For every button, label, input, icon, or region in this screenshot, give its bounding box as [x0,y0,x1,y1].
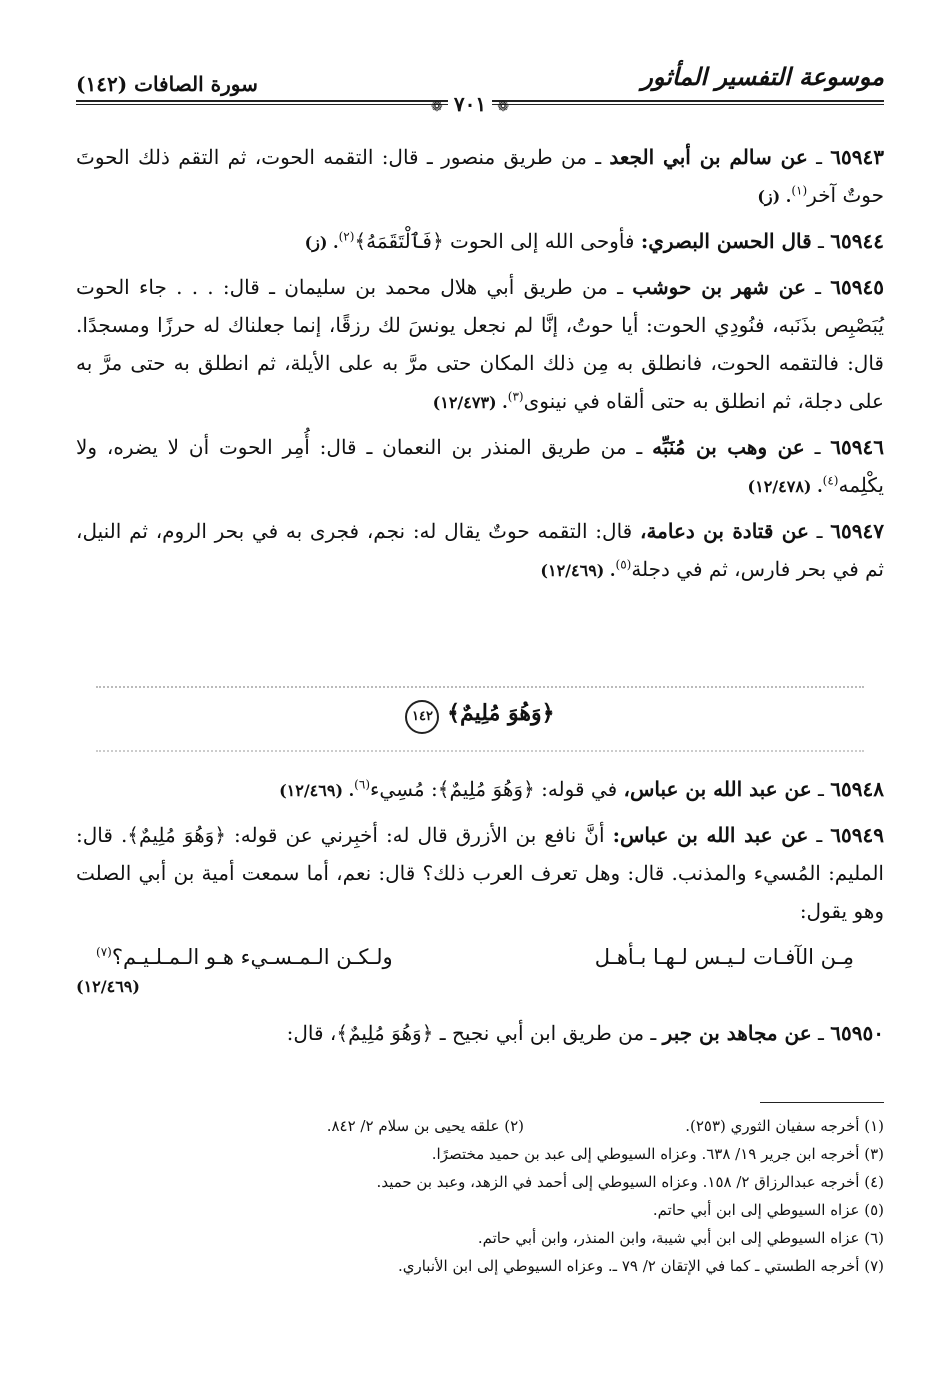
entry-65948: ٦٥٩٤٨ ـ عن عبد الله بن عباس، في قوله: ﴿وَهُوَ مُلِيمٌ﴾: مُسِيء$^{(٦)}$. (١٢/٤٦٩) [279,777,884,801]
ornament-right-icon: ❁ [497,99,509,115]
narrator-name: عن شهر بن حوشب [632,275,806,299]
verse-heading [96,700,864,734]
entry-65945: ٦٥٩٤٥ ـ عن شهر بن حوشب ـ من طريق أبي هلال محمد بن سليمان ـ قال: . . . جاء الحوت يُبَصْبِص بذَنَبه، فنُودِي الحوت: أيا حوتُ، إنَّا لم نجعل يونسَ لك رزقًا، إنما جعلناك له حرزًا ومسجدًا. قال: فالتقمه الحوت، فانطلق به مِن ذلك المكان حتى مرَّ به على الأيلة، ثم انطلق به حتى مرَّ به على دجلة، ثم انطلق به حتى ألقاه في نينوى$^{(٣)}$. (١٢/٤٧٣) [76,275,885,413]
surah-title: سورة الصافات (١٤٢) [76,72,258,96]
narrator-name: عن سالم بن أبي الجعد [609,145,808,169]
narrator-name: عن عبد الله بن عباس، [623,777,812,801]
page-number: ٧٠١ [448,92,492,116]
footnote-rule [760,1102,884,1103]
entry-number: ٦٥٩٤٣ [830,145,884,169]
entry-number: ٦٥٩٥٠ [830,1021,884,1045]
entry-ref: . (١٢/٤٦٩) [540,561,616,580]
entry-text: فأوحى الله إلى الحوت ﴿فَٱلْتَقَمَهُ﴾ [354,229,635,253]
verse-number-icon: ١٤٢ [405,700,439,734]
main-text-bottom [76,770,884,1058]
footnote-1: (١) أخرجه سفيان الثوري (٢٥٣). [685,1117,884,1135]
footnote-marker: (٦) [354,777,370,792]
entry-65943: ٦٥٩٤٣ ـ عن سالم بن أبي الجعد ـ من طريق منصور ـ قال: التقمه الحوت، ثم التقم ذلك الحوتَ حوتٌ آخر$^{(١)}$. (ز) [76,145,884,207]
ornament-left-icon: ❁ [431,99,443,115]
footnote-marker: (٣) [507,389,524,404]
entry-text: في قوله: ﴿وَهُوَ مُلِيمٌ﴾: مُسِيء [370,777,618,801]
poem-hemistich-1: مِـن الآفـات لـيـس لـهـا بـأهـل [594,945,854,969]
footnote-4: (٤) أخرجه عبدالرزاق ٢/ ١٥٨. وعزاه السيوطي إلى أحمد في الزهد، وعبد بن حميد. [376,1173,884,1191]
entry-number: ٦٥٩٤٦ [830,435,885,459]
entry-text: ـ من طريق أبي هلال محمد بن سليمان ـ قال: . . . جاء الحوت يُبَصْبِص بذَنَبه، فنُودِي الحوت: أيا حوتُ، إنَّا لم نجعل يونسَ لك رزقًا، إنما جعلناك له حرزًا ومسجدًا. قال: فالتقمه الحوت، فانطلق به مِن ذلك المكان حتى مرَّ به على الأيلة، ثم انطلق به حتى مرَّ به على دجلة، ثم انطلق به حتى ألقاه في نينوى [76,275,884,413]
narrator-name: عن عبد الله بن عباس: [612,823,809,847]
narrator-name: عن وهب بن مُنَبِّه [652,435,805,459]
poem-hemistich-2: ولـكـن الـمـسـيء هـو الـمـلـيـم؟ [111,945,393,969]
poem-verse [76,938,884,976]
footnote-marker: (١) [791,183,808,198]
page-number-block [400,92,540,116]
footnote-7: (٧) أخرجه الطستي ـ كما في الإتقان ٢/ ٧٩ ـ. وعزاه السيوطي إلى ابن الأنباري. [397,1257,884,1275]
entry-65946: ٦٥٩٤٦ ـ عن وهب بن مُنَبِّه ـ من طريق المنذر بن النعمان ـ قال: أُمِر الحوت أن لا يضره، ولا يكْلِمه$^{(٤)}$. (١٢/٤٧٨) [76,435,885,497]
footnote-marker: (٧) [96,945,112,959]
entry-65947: ٦٥٩٤٧ ـ عن قتادة بن دعامة، قال: التقمه حوتٌ يقال له: نجم، فجرى به في بحر الروم، ثم النيل، ثم في بحر فارس، ثم في دجلة$^{(٥)}$. (١٢/٤٦٩) [76,519,885,581]
footnote-marker: (٢) [338,229,355,244]
entry-65950: ٦٥٩٥٠ ـ عن مجاهد بن جبر ـ من طريق ابن أبي نجيح ـ ﴿وَهُوَ مُلِيمٌ﴾، قال: [286,1021,884,1045]
poem-hemistich-2-wrap [96,938,393,976]
entry-text: ـ من طريق المنذر بن النعمان ـ قال: أُمِر الحوت أن لا يضره، ولا يكْلِمه [76,435,884,497]
entry-ref: . (ز) [757,187,792,206]
entry-number: ٦٥٩٤٧ [830,519,885,543]
entry-text: أنَّ نافع بن الأزرق قال له: أخبِرني عن قوله: ﴿وَهُوَ مُلِيمٌ﴾. قال: المليم: المُسيء والمذنب. قال: وهل تعرف العرب ذلك؟ قال: نعم، أما سمعت أمية بن أبي الصلت وهو يقول: [76,823,884,923]
entry-ref: . (١٢/٤٦٩) [279,781,355,800]
entry-number: ٦٥٩٤٤ [830,229,884,253]
entry-65949: ٦٥٩٤٩ ـ عن عبد الله بن عباس: أنَّ نافع بن الأزرق قال له: أخبِرني عن قوله: ﴿وَهُوَ مُلِيمٌ﴾. قال: المليم: المُسيء والمذنب. قال: وهل تعرف العرب ذلك؟ قال: نعم، أما سمعت أمية بن أبي الصلت وهو يقول: [76,823,885,923]
running-title: موسوعة التفسير المأثور [641,62,884,91]
footnote-marker: (٥) [615,557,632,572]
entry-number: ٦٥٩٤٥ [830,275,885,299]
entry-ref: . (ز) [304,233,339,252]
entry-number: ٦٥٩٤٨ [830,777,884,801]
narrator-name: عن مجاهد بن جبر [662,1021,812,1045]
footnotes [160,1112,884,1280]
entry-ref: . (١٢/٤٧٣) [432,393,508,412]
entry-text: ـ من طريق منصور ـ قال: التقمه الحوت، ثم التقم ذلك الحوتَ حوتٌ آخر [76,145,884,207]
entry-65944: ٦٥٩٤٤ ـ قال الحسن البصري: فأوحى الله إلى الحوت ﴿فَٱلْتَقَمَهُ﴾$^{(٢)}$. (ز) [304,229,884,253]
footnote-marker: (٤) [822,473,839,488]
footnote-2: (٢) علقه يحيى بن سلام ٢/ ٨٤٢. [326,1117,524,1135]
verse-text: ﴿وَهُوَ مُلِيمٌ﴾ [447,700,555,726]
entry-text: ـ من طريق ابن أبي نجيح ـ ﴿وَهُوَ مُلِيمٌ﴾، قال: [286,1021,657,1045]
footnote-6: (٦) عزاه السيوطي إلى ابن أبي شيبة، وابن المنذر، وابن أبي حاتم. [477,1229,884,1247]
poem-ref: (١٢/٤٦٩) [76,977,140,996]
verse-banner [96,686,864,752]
footnote-row [160,1112,884,1140]
narrator-name: قال الحسن البصري: [640,229,812,253]
entry-ref: . (١٢/٤٧٨) [747,477,823,496]
narrator-name: عن قتادة بن دعامة، [640,519,809,543]
main-text-top [76,138,884,596]
footnote-5: (٥) عزاه السيوطي إلى ابن أبي حاتم. [652,1201,884,1219]
footnote-3: (٣) أخرجه ابن جرير ١٩/ ٦٣٨. وعزاه السيوطي إلى عبد بن حميد مختصرًا. [431,1145,884,1163]
entry-number: ٦٥٩٤٩ [830,823,885,847]
entry-text: قال: التقمه حوتٌ يقال له: نجم، فجرى به في بحر الروم، ثم النيل، ثم في بحر فارس، ثم في دجلة [76,519,884,581]
